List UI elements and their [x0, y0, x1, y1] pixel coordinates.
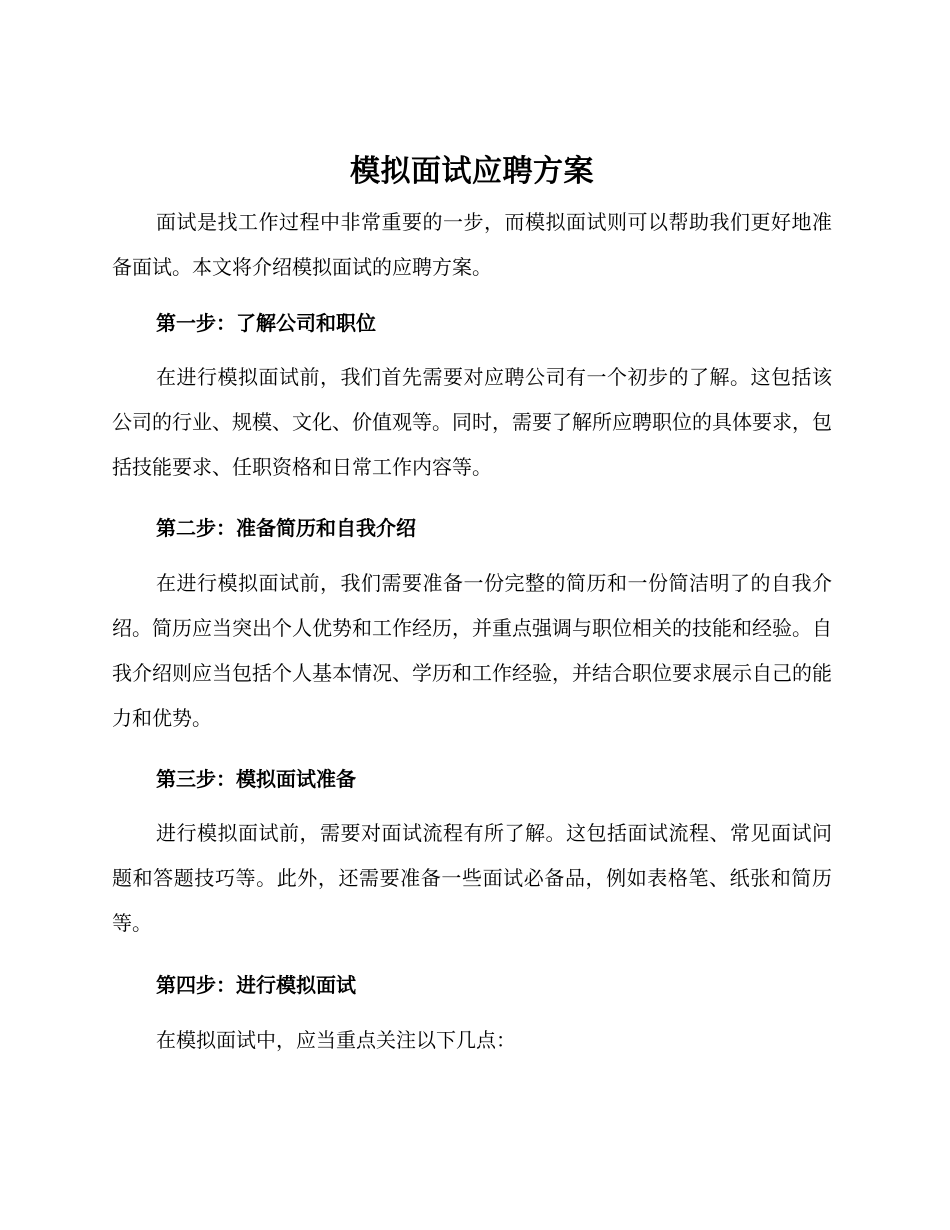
- section-heading-step-4: 第四步：进行模拟面试: [156, 973, 356, 997]
- section-body-step-3: 进行模拟面试前，需要对面试流程有所了解。这包括面试流程、常见面试问题和答题技巧等。此外，还需要准备一些面试必备品，例如表格笔、纸张和简历等。: [112, 821, 832, 935]
- section-heading-step-3: 第三步：模拟面试准备: [156, 767, 356, 791]
- document-title: 模拟面试应聘方案: [350, 154, 594, 189]
- section-heading-step-1: 第一步：了解公司和职位: [156, 311, 376, 335]
- section-body-step-4: 在模拟面试中，应当重点关注以下几点：: [156, 1028, 516, 1052]
- section-body-step-2: 在进行模拟面试前，我们需要准备一份完整的简历和一份简洁明了的自我介绍。简历应当突出个人优势和工作经历，并重点强调与职位相关的技能和经验。自我介绍则应当包括个人基本情况、学历和工作经验，并结合职位要求展示自己的能力和优势。: [112, 571, 832, 730]
- section-body-step-1: 在进行模拟面试前，我们首先需要对应聘公司有一个初步的了解。这包括该公司的行业、规模、文化、价值观等。同时，需要了解所应聘职位的具体要求，包括技能要求、任职资格和日常工作内容等。: [112, 365, 832, 479]
- section-heading-step-2: 第二步：准备简历和自我介绍: [156, 516, 416, 540]
- document-body: [112, 152, 832, 1063]
- intro-paragraph: 面试是找工作过程中非常重要的一步，而模拟面试则可以帮助我们更好地准备面试。本文将介绍模拟面试的应聘方案。: [112, 210, 832, 279]
